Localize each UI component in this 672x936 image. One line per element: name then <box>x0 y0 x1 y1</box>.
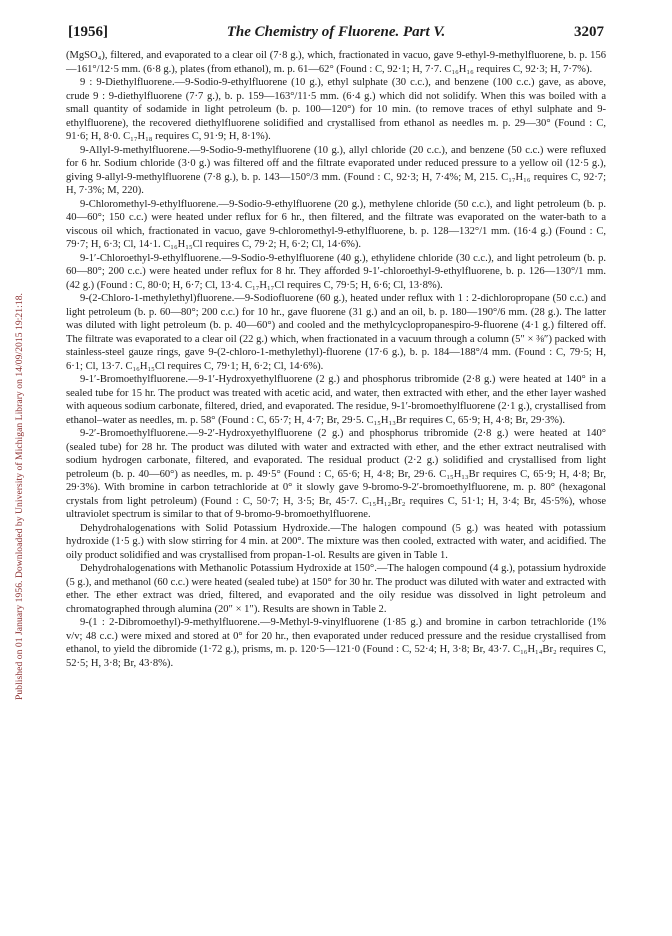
article-body <box>66 49 606 670</box>
header-title: The Chemistry of Fluorene. Part V. <box>226 24 446 40</box>
header-year: [1956] <box>68 24 108 40</box>
paragraph-solid-koh: Dehydrohalogenations with Solid Potassium Hydroxide.—The halogen compound (5 g.) was heated with potassium hydroxide (1·5 g.) with slow stirring for 4 min. at 200°. The mixture was then cooled, extracted with water, and acidified. The oily product solidified and was crystallised from propan-1-ol. Results are given in Table 1. <box>66 522 606 561</box>
provenance-text: Published on 01 January 1956. Downloaded by University of Michigan Library on 14/09/2015 19:21:18. <box>14 293 25 700</box>
paragraph-diethylfluorene: 9 : 9-Diethylfluorene.—9-Sodio-9-ethylfluorene (10 g.), ethyl sulphate (30 c.c.), and benzene (100 c.c.) gave, as above, crude 9 : 9-diethylfluorene (7·7 g.), b. p. 159—163°/11·5 mm. (6·4 g.) which did not solidify. When this was boiled with a small quantity of sodamide in light petroleum (b. p. 100—120°) for 10 min. (to remove traces of ethyl sulphate and 9-ethylfluorene), the recovered diethylfluorene solidified and crystallised from ethanol as needles m. p. 29—30° (Found : C, 91·6; H, 8·0. C₁₇H₁₈ requires C, 91·9; H, 8·1%). <box>66 77 606 142</box>
paragraph-1-bromoethylfluorene: 9-1′-Bromoethylfluorene.—9-1′-Hydroxyethylfluorene (2 g.) and phosphorus tribromide (2·8 g.) were heated at 140° in a sealed tube for 15 hr. The product was treated with acetic acid, and water, then extracted with ether, and the ether layer washed with aqueous sodium carbonate, filtered, dried, and evaporated. The residue, 9-1′-bromoethylfluorene (2·1 g.), crystallised from ethanol–water as needles, m. p. 58° (Found : C, 65·7; H, 4·7; Br, 29·5. C₁₅H₁₃Br requires C, 65·9; H, 4·8; Br, 29·3%). <box>66 374 606 426</box>
paragraph-allyl-methylfluorene: 9-Allyl-9-methylfluorene.—9-Sodio-9-methylfluorene (10 g.), allyl chloride (20 c.c.), and benzene (50 c.c.) were refluxed for 6 hr. Sodium chloride (3·0 g.) was filtered off and the filtrate evaporated under reduced pressure to a yellow oil (12·5 g.), giving 9-allyl-9-methylfluorene (7·8 g.), b. p. 143—150°/3 mm. (Found : C, 92·3; H, 7·4%; M, 215. C₁₇H₁₆ requires C, 92·7; H, 7·3%; M, 220). <box>66 144 606 196</box>
paragraph-dibromoethyl-methylfluorene: 9-(1 : 2-Dibromoethyl)-9-methylfluorene.—9-Methyl-9-vinylfluorene (1·85 g.) and bromine in carbon tetrachloride (1% v/v; 48 c.c.) were mixed and stored at 0° for 20 hr., then evaporated under reduced pressure and the residue crystallised from ethanol, to yield the dibromide (1·72 g.), prisms, m. p. 120·5—121·0 (Found : C, 52·4; H, 3·8; Br, 43·7. C₁₆H₁₄Br₂ requires C, 52·5; H, 3·8; Br, 43·8%). <box>66 617 606 669</box>
paragraph-methanolic-koh: Dehydrohalogenations with Methanolic Potassium Hydroxide at 150°.—The halogen compound (4 g.), potassium hydroxide (5 g.), and methanol (60 c.c.) were heated (sealed tube) at 150° for 30 hr. The product was diluted with water and extracted with ether. The ether extract was dried, filtered, and evaporated and the oily residue was dissolved in light petroleum and chromatographed through alumina (20″ × 1″). Results are shown in Table 2. <box>66 563 606 615</box>
download-provenance-note <box>0 0 24 936</box>
running-header <box>68 24 604 44</box>
paragraph-2-bromoethylfluorene: 9-2′-Bromoethylfluorene.—9-2′-Hydroxyethylfluorene (2 g.) and phosphorus tribromide (2·8 g.) were heated at 140° (sealed tube) for 28 hr. The product was diluted with water and extracted with ether, and the ether extract neutralised with sodium hydrogen carbonate, filtered, and evaporated. The residual product (2·2 g.) solidified and crystallised from light petroleum (b. p. 40—60°) as needles, m. p. 49·5° (Found : C, 65·6; H, 4·8; Br, 29·6. C₁₅H₁₃Br requires C, 65·9; H, 4·8; Br, 29·3%). With bromine in carbon tetrachloride at 0° it slowly gave 9-bromo-9-2′-bromoethylfluorene, m. p. 80° (hexagonal crystals from light petroleum) (Found : C, 50·7; H, 3·5; Br, 45·7. C₁₅H₁₂Br₂ requires C, 51·1; H, 3·4; Br, 45·5%), whose ultraviolet spectrum is similar to that of 9-bromo-9-bromoethylfluorene. <box>66 428 606 520</box>
page-number: 3207 <box>574 24 604 40</box>
paragraph-chloroethyl-ethylfluorene: 9-1′-Chloroethyl-9-ethylfluorene.—9-Sodio-9-ethylfluorene (40 g.), ethylidene chloride (30 c.c.), and light petroleum (b. p. 60—80°; 200 c.c.) were heated under reflux for 8 hr. They afforded 9-1′-chloroethyl-9-ethylfluorene, b. p. 126—130°/1 mm. (42 g.) (Found : C, 80·0; H, 6·7; Cl, 13·4. C₁₇H₁₇Cl requires C, 79·5; H, 6·6; Cl, 13·8%). <box>66 252 606 291</box>
paragraph-chloro-methylethyl-fluorene: 9-(2-Chloro-1-methylethyl)fluorene.—9-Sodiofluorene (60 g.), heated under reflux with 1 : 2-dichloropropane (50 c.c.) and light petroleum (b. p. 60—80°; 200 c.c.) for 10 hr., gave fluorene (31 g.) and an oil, b. p. 180—190°/6 mm. (28 g.). The latter was diluted with light petroleum (b. p. 40—60°) and cooled and the methylcyclopropanespiro-9-fluorene (4·1 g.) filtered off. The filtrate was evaporated to a clear oil (22 g.) which, when fractionated in a vacuum through a column (5″ × ⅜″) packed with stainless-steel gauze rings, gave 9-(2-chloro-1-methylethyl)-fluorene (17·6 g.), b. p. 184—188°/4 mm. (Found : C, 79·5; H, 6·1; Cl, 13·7. C₁₆H₁₅Cl requires C, 79·1; H, 6·2; Cl, 14·6%). <box>66 293 606 372</box>
paragraph-ethyl-methylfluorene: (MgSO₄), filtered, and evaporated to a clear oil (7·8 g.), which, fractionated in vacuo, gave 9-ethyl-9-methylfluorene, b. p. 156—161°/12·5 mm. (6·8 g.), plates (from ethanol), m. p. 61—62° (Found : C, 92·1; H, 7·7. C₁₆H₁₆ requires C, 92·3; H, 7·7%). <box>66 50 606 75</box>
paragraph-chloromethyl-ethylfluorene: 9-Chloromethyl-9-ethylfluorene.—9-Sodio-9-ethylfluorene (20 g.), methylene chloride (50 c.c.), and light petroleum (b. p. 40—60°; 150 c.c.) were heated under reflux for 6 hr., then filtered, and the filtrate was evaporated on the water-bath to a viscous oil which, fractionated in vacuo, gave 9-chloromethyl-9-ethylfluorene, b. p. 128—132°/1 mm. (16·4 g.) (Found : C, 79·7; H, 6·3; Cl, 14·1. C₁₆H₁₅Cl requires C, 79·2; H, 6·2; Cl, 14·6%). <box>66 198 606 250</box>
